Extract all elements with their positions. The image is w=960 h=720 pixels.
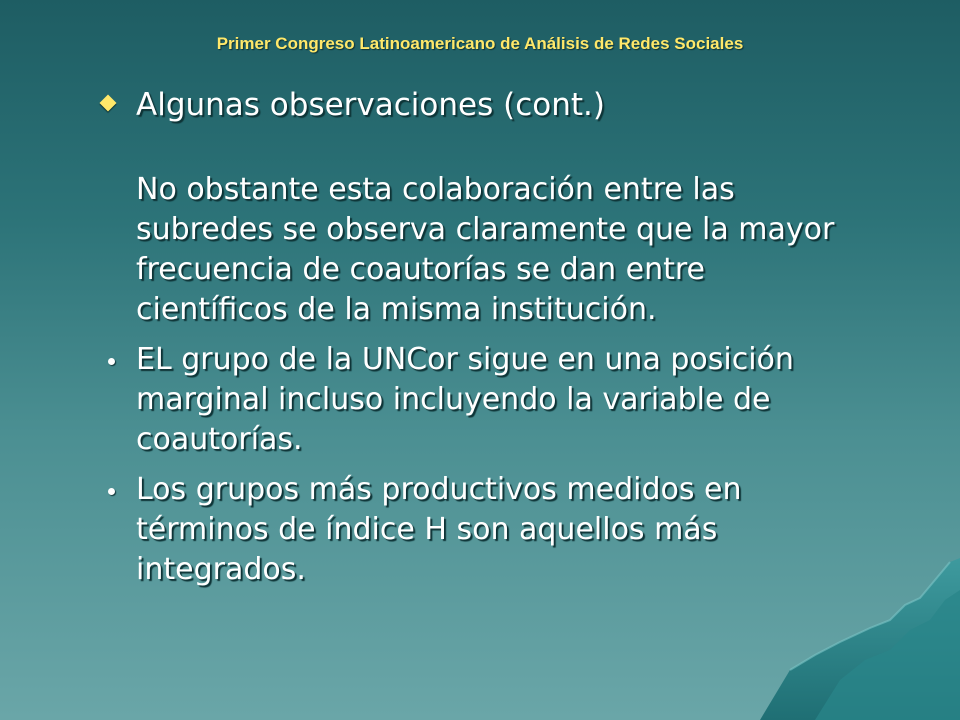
bullet-text: Los grupos más productivos medidos en términos de índice H son aquellos más integrados. bbox=[136, 472, 742, 587]
heading-row bbox=[96, 84, 856, 126]
bullet-item bbox=[96, 340, 856, 460]
slide-content bbox=[96, 84, 856, 590]
bullet-text: EL grupo de la UNCor sigue en una posición marginal incluso incluyendo la variable de coautorías. bbox=[136, 342, 794, 457]
slide-heading: Algunas observaciones (cont.) bbox=[136, 87, 605, 123]
dot-bullet-icon bbox=[108, 358, 115, 365]
body-paragraph: No obstante esta colaboración entre las subredes se observa claramente que la mayor frecuencia de coautorías se dan entre científicos de la misma institución. bbox=[136, 172, 835, 327]
slide-header-title: Primer Congreso Latinoamericano de Análisis de Redes Sociales bbox=[216, 34, 744, 53]
mountain-decoration bbox=[720, 550, 960, 720]
diamond-bullet-icon bbox=[100, 95, 117, 112]
dot-bullet-icon bbox=[108, 488, 115, 495]
